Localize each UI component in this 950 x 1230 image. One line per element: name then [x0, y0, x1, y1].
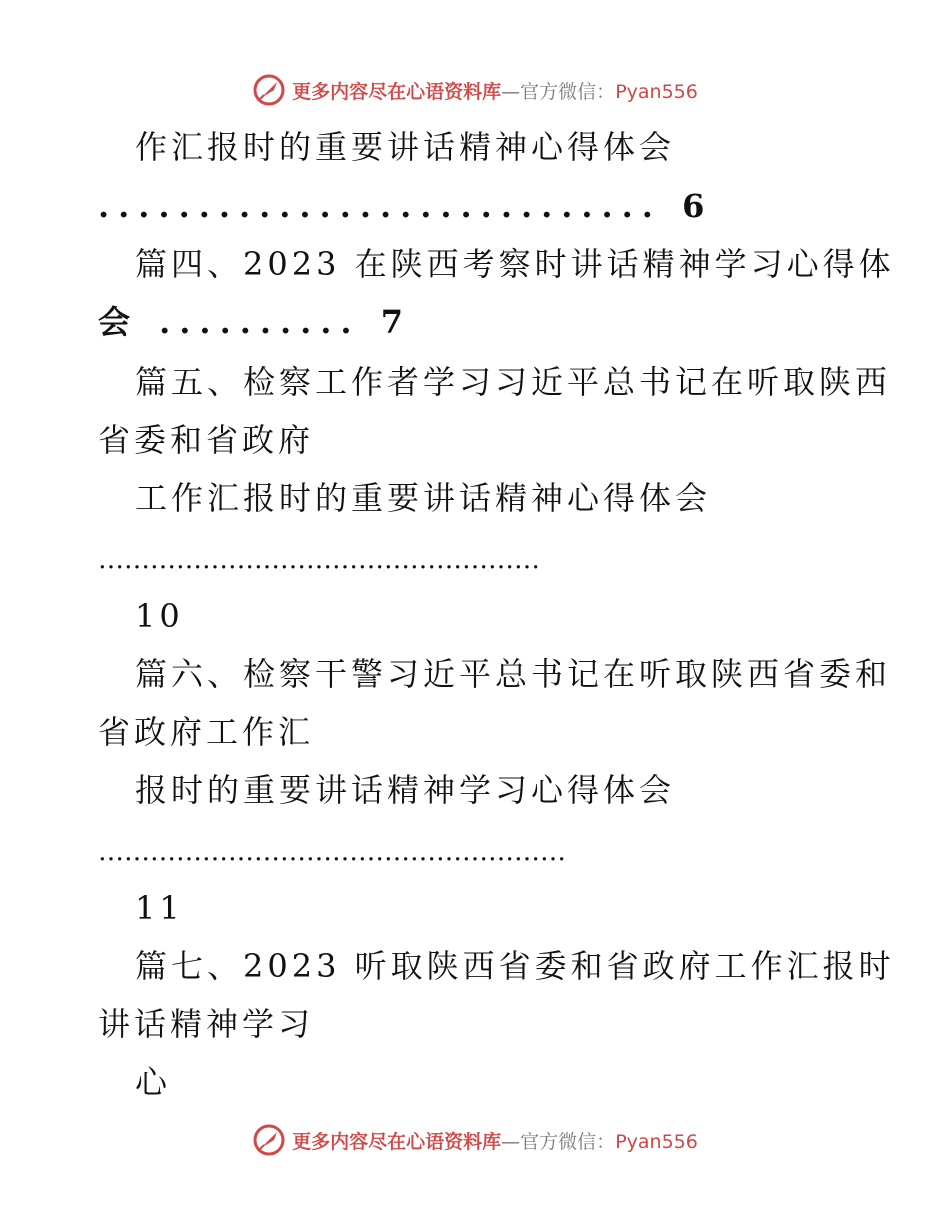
banner-brand: 更多内容尽在心语资料库 [292, 80, 502, 103]
toc-line: 省政府工作汇 [98, 713, 315, 751]
toc-dots-line: ............................ 6 [98, 187, 714, 225]
toc-page-number: 10 [135, 597, 184, 635]
toc-line: 讲话精神学习 [98, 1005, 315, 1043]
banner-wechat-id: Pyan556 [615, 1130, 698, 1153]
toc-line: 报时的重要讲话精神学习心得体会 [135, 771, 676, 809]
toc-line: 篇七、2023 听取陕西省委和省政府工作汇报时 [135, 947, 895, 985]
toc-ellipsis-line: …………………………………………… [98, 545, 540, 575]
toc-line: 省委和省政府 [98, 421, 315, 459]
toc-ellipsis-line: ……………………………………………… [98, 837, 566, 867]
toc-dots-line: 会 .......... 7 [98, 303, 412, 341]
toc-line: 工作汇报时的重要讲话精神心得体会 [135, 479, 712, 517]
banner-dash: — [501, 1130, 521, 1153]
toc-page-number: 11 [135, 889, 184, 927]
banner-text [292, 1127, 698, 1154]
banner-text [292, 77, 698, 104]
toc-line: 作汇报时的重要讲话精神心得体会 [135, 128, 676, 166]
banner-wechat-id: Pyan556 [615, 80, 698, 103]
banner-wechat-label: 官方微信： [520, 80, 616, 103]
feather-pen-logo-icon [252, 73, 286, 107]
feather-pen-logo-icon [252, 1123, 286, 1157]
banner-dash: — [501, 80, 521, 103]
header-banner [0, 70, 950, 110]
toc-line: 心 [135, 1063, 172, 1101]
footer-banner [0, 1120, 950, 1160]
banner-brand: 更多内容尽在心语资料库 [292, 1130, 502, 1153]
toc-line: 篇四、2023 在陕西考察时讲话精神学习心得体 [135, 245, 895, 283]
banner-wechat-label: 官方微信： [520, 1130, 616, 1153]
toc-line: 篇六、检察干警习近平总书记在听取陕西省委和 [135, 655, 892, 693]
toc-line: 篇五、检察工作者学习习近平总书记在听取陕西 [135, 363, 892, 401]
